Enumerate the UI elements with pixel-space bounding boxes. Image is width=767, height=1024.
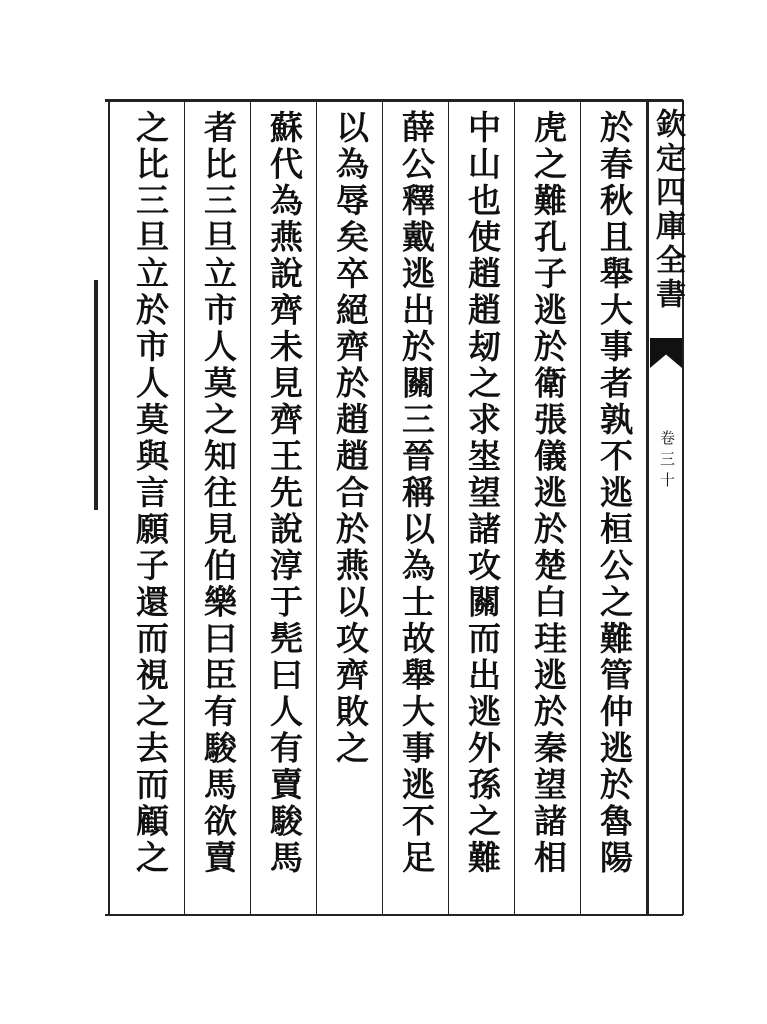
text-column-1: 於春秋且舉大事者孰不逃桓公之難管仲逃於魯陽 bbox=[595, 110, 634, 877]
text-column-7: 者比三旦立市人莫之知往見伯樂曰臣有駿馬欲賣 bbox=[199, 110, 238, 877]
left-border bbox=[108, 100, 110, 915]
text-column-5: 以為辱矣卒絕齊於趙趙合於燕以攻齊敗之 bbox=[331, 110, 370, 767]
text-column-8: 之比三旦立於市人莫與言願子還而視之去而顧之 bbox=[131, 110, 170, 877]
fishtail-mark bbox=[650, 338, 682, 368]
text-column-3: 中山也使趙趙刼之求埊望諸攻關而出逃外孫之難 bbox=[463, 110, 502, 877]
margin-book-title: 欽定四庫全書 bbox=[650, 108, 685, 312]
scan-edge-mark bbox=[94, 280, 98, 510]
text-column-4: 薛公釋戴逃出於關三晉稱以為士故舉大事逃不足 bbox=[397, 110, 436, 877]
margin-volume-number: 卷三十 bbox=[658, 430, 676, 493]
text-column-6: 蘇代為燕說齊未見齊王先說淳于髡曰人有賣駿馬 bbox=[265, 110, 304, 877]
top-border bbox=[105, 99, 683, 102]
text-column-2: 虎之難孔子逃於衛張儀逃於楚白珪逃於秦望諸相 bbox=[529, 110, 568, 877]
